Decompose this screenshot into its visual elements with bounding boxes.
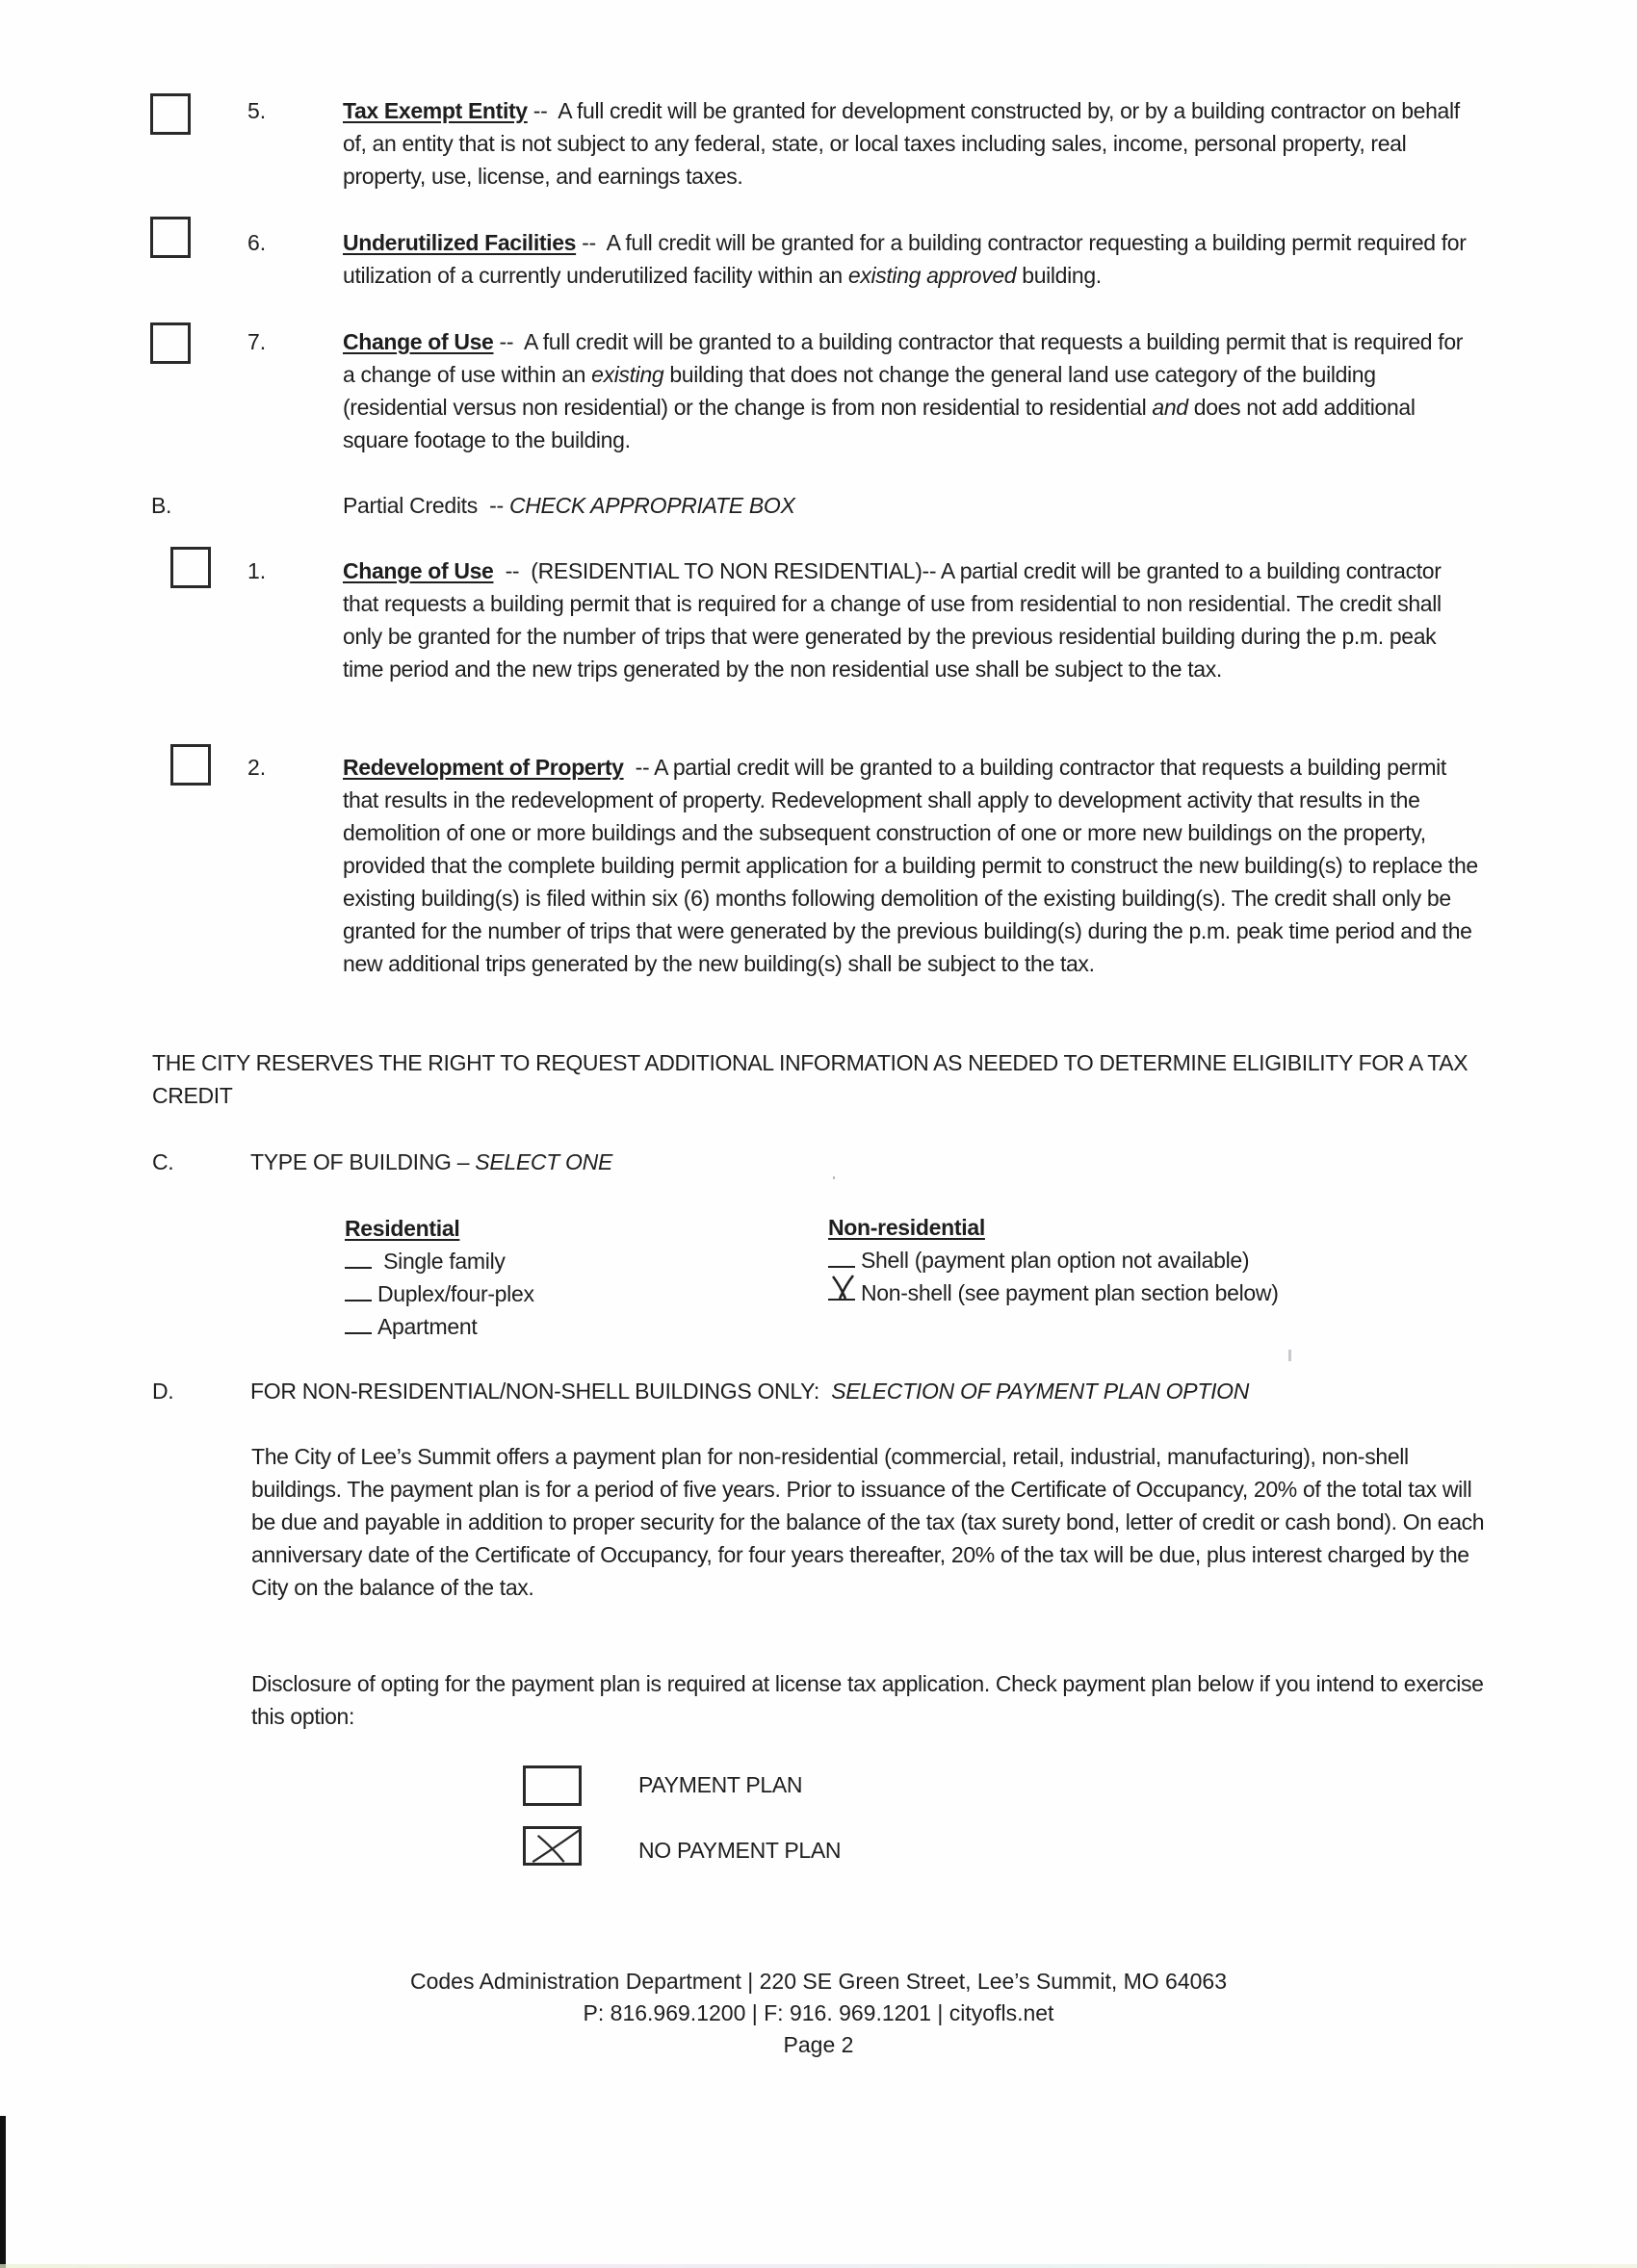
heading-italic: SELECT ONE [475, 1149, 613, 1174]
checkbox-no-payment-plan[interactable] [523, 1826, 582, 1866]
handwritten-x-icon [526, 1829, 579, 1863]
item-text: A full credit will be granted for a building contractor requesting a building permit required for utilization of a currently underutilized facility within an [343, 230, 1467, 288]
option-label: Single family [383, 1249, 506, 1274]
item-number: 6. [247, 230, 267, 255]
item-title: Redevelopment of Property [343, 755, 624, 780]
separator: -- [527, 98, 559, 123]
scan-artifact-bar [0, 2116, 6, 2268]
separator: -- [576, 230, 607, 255]
blank-line [345, 1248, 372, 1269]
blank-line [828, 1247, 855, 1268]
non-residential-header: Non-residential [828, 1215, 985, 1240]
item-text-italic: existing approved [847, 263, 1017, 288]
section-b-heading [343, 489, 795, 522]
heading-text: TYPE OF BUILDING – [250, 1149, 476, 1174]
checkbox-change-of-use-full[interactable] [150, 322, 191, 364]
option-label: Non-shell (see payment plan section below) [861, 1280, 1279, 1305]
blank-line [345, 1313, 372, 1334]
checkbox-payment-plan[interactable] [523, 1765, 582, 1806]
option-label: Shell (payment plan option not available) [861, 1248, 1250, 1273]
scan-speck [833, 1176, 835, 1179]
item-number: 2. [247, 755, 267, 780]
item-underutilized-facilities [343, 226, 1479, 292]
section-d-letter: D. [152, 1379, 174, 1404]
section-d-heading [250, 1375, 1249, 1407]
item-text: building that does not change the general land use category of the building (residential versus non residential) or the change is from non residential to residential [343, 362, 1376, 420]
item-number: 5. [247, 98, 267, 123]
item-text: building. [1016, 263, 1102, 288]
item-text: A full credit will be granted to a building contractor that requests a building permit that is required for a change of use within an [343, 329, 1464, 387]
item-title: Change of Use [343, 558, 494, 583]
item-text: A full credit will be granted for development constructed by, or by a building contractor on behalf of, an entity that is not subject to any federal, state, or local taxes including sales, income, personal property, real property, use, license, and earnings taxes. [343, 98, 1460, 189]
payment-plan-description: The City of Lee’s Summit offers a payment plan for non-residential (commercial, retail, industrial, manufacturing), non-shell buildings. The payment plan is for a period of five years. Prior to issuance of the Certificate of Occupancy, 20% of the total tax will be due and payable in addition to proper security for the balance of the tax (tax surety bond, letter of credit or cash bond). On each anniversary date of the Certificate of Occupancy, for four years thereafter, 20% of the tax will be due, plus interest charged by the City on the balance of the tax. [251, 1444, 1485, 1600]
section-c-heading [250, 1146, 612, 1178]
option-non-shell[interactable] [828, 1276, 1279, 1309]
item-text-italic: and [1152, 395, 1188, 420]
no-payment-plan-label: NO PAYMENT PLAN [638, 1838, 842, 1863]
separator: -- [493, 558, 532, 583]
blank-line [345, 1280, 372, 1302]
item-text-italic: existing [591, 362, 664, 387]
checkbox-change-of-use-partial[interactable] [170, 547, 211, 588]
section-c-letter: C. [152, 1149, 174, 1174]
item-redevelopment-of-property [343, 751, 1479, 980]
footer-contact: P: 816.969.1200 | F: 916. 969.1201 | cityofls.net [583, 2000, 1054, 2025]
item-title: Tax Exempt Entity [343, 98, 528, 123]
item-title: Underutilized Facilities [343, 230, 577, 255]
option-single-family[interactable] [345, 1245, 534, 1277]
checkbox-underutilized-facilities[interactable] [150, 217, 191, 258]
residential-column [345, 1212, 534, 1343]
separator: -- [623, 755, 655, 780]
item-change-of-use-full [343, 325, 1479, 456]
handwritten-x-icon [828, 1274, 857, 1301]
residential-header: Residential [345, 1216, 460, 1241]
page-number: Page 2 [783, 2032, 854, 2057]
option-label: Duplex/four-plex [377, 1281, 534, 1306]
item-number: 7. [247, 329, 267, 354]
separator: -- [493, 329, 524, 354]
option-apartment[interactable] [345, 1310, 534, 1343]
checkbox-redevelopment-of-property[interactable] [170, 744, 211, 786]
heading-text: FOR NON-RESIDENTIAL/NON-SHELL BUILDINGS ONLY: [250, 1379, 832, 1404]
option-shell[interactable] [828, 1244, 1279, 1276]
item-text: (RESIDENTIAL TO NON RESIDENTIAL)-- A partial credit will be granted to a building contractor that requests a building permit that is required for a change of use from residential to non residential. The credit shall only be granted for the number of trips that were generated by the previous residential building during the p.m. peak time period and the new trips generated by the non residential use shall be subject to the tax. [343, 558, 1442, 682]
item-number: 1. [247, 558, 267, 583]
scan-speck [1288, 1350, 1291, 1361]
option-label: Apartment [377, 1314, 478, 1339]
item-text: does not add additional square footage to the building. [343, 395, 1416, 452]
option-duplex-four-plex[interactable] [345, 1277, 534, 1310]
scan-artifact-edge [0, 2264, 1637, 2268]
checkbox-tax-exempt-entity[interactable] [150, 93, 191, 135]
reservation-notice: THE CITY RESERVES THE RIGHT TO REQUEST ADDITIONAL INFORMATION AS NEEDED TO DETERMINE ELIGIBILITY FOR A TAX CREDIT [152, 1050, 1468, 1108]
payment-plan-disclosure: Disclosure of opting for the payment plan is required at license tax application. Check payment plan below if you intend to exercise this option: [251, 1671, 1484, 1729]
heading-italic: CHECK APPROPRIATE BOX [508, 493, 795, 518]
heading-italic: SELECTION OF PAYMENT PLAN OPTION [831, 1379, 1250, 1404]
item-tax-exempt-entity [343, 94, 1479, 193]
payment-plan-label: PAYMENT PLAN [638, 1772, 803, 1797]
blank-line-checked [828, 1279, 855, 1301]
item-change-of-use-partial [343, 554, 1479, 685]
item-text: A partial credit will be granted to a building contractor that requests a building permit that results in the redevelopment of property. Redevelopment shall apply to development activity that results in the demolition of one or more buildings and the subsequent construction of one or more new buildings on the property, provided that the complete building permit application for a building permit to construct the new building(s) to replace the existing building(s) is filed within six (6) months following demolition of the existing building(s). The credit shall only be granted for the number of trips that were generated by the previous building(s) during the p.m. peak time period and the new additional trips generated by the new building(s) shall be subject to the tax. [343, 755, 1478, 976]
heading-text: Partial Credits -- [343, 493, 509, 518]
section-b-letter: B. [151, 493, 172, 518]
non-residential-column [828, 1211, 1279, 1309]
footer-address: Codes Administration Department | 220 SE Green Street, Lee’s Summit, MO 64063 [409, 1969, 1228, 1994]
item-title: Change of Use [343, 329, 494, 354]
